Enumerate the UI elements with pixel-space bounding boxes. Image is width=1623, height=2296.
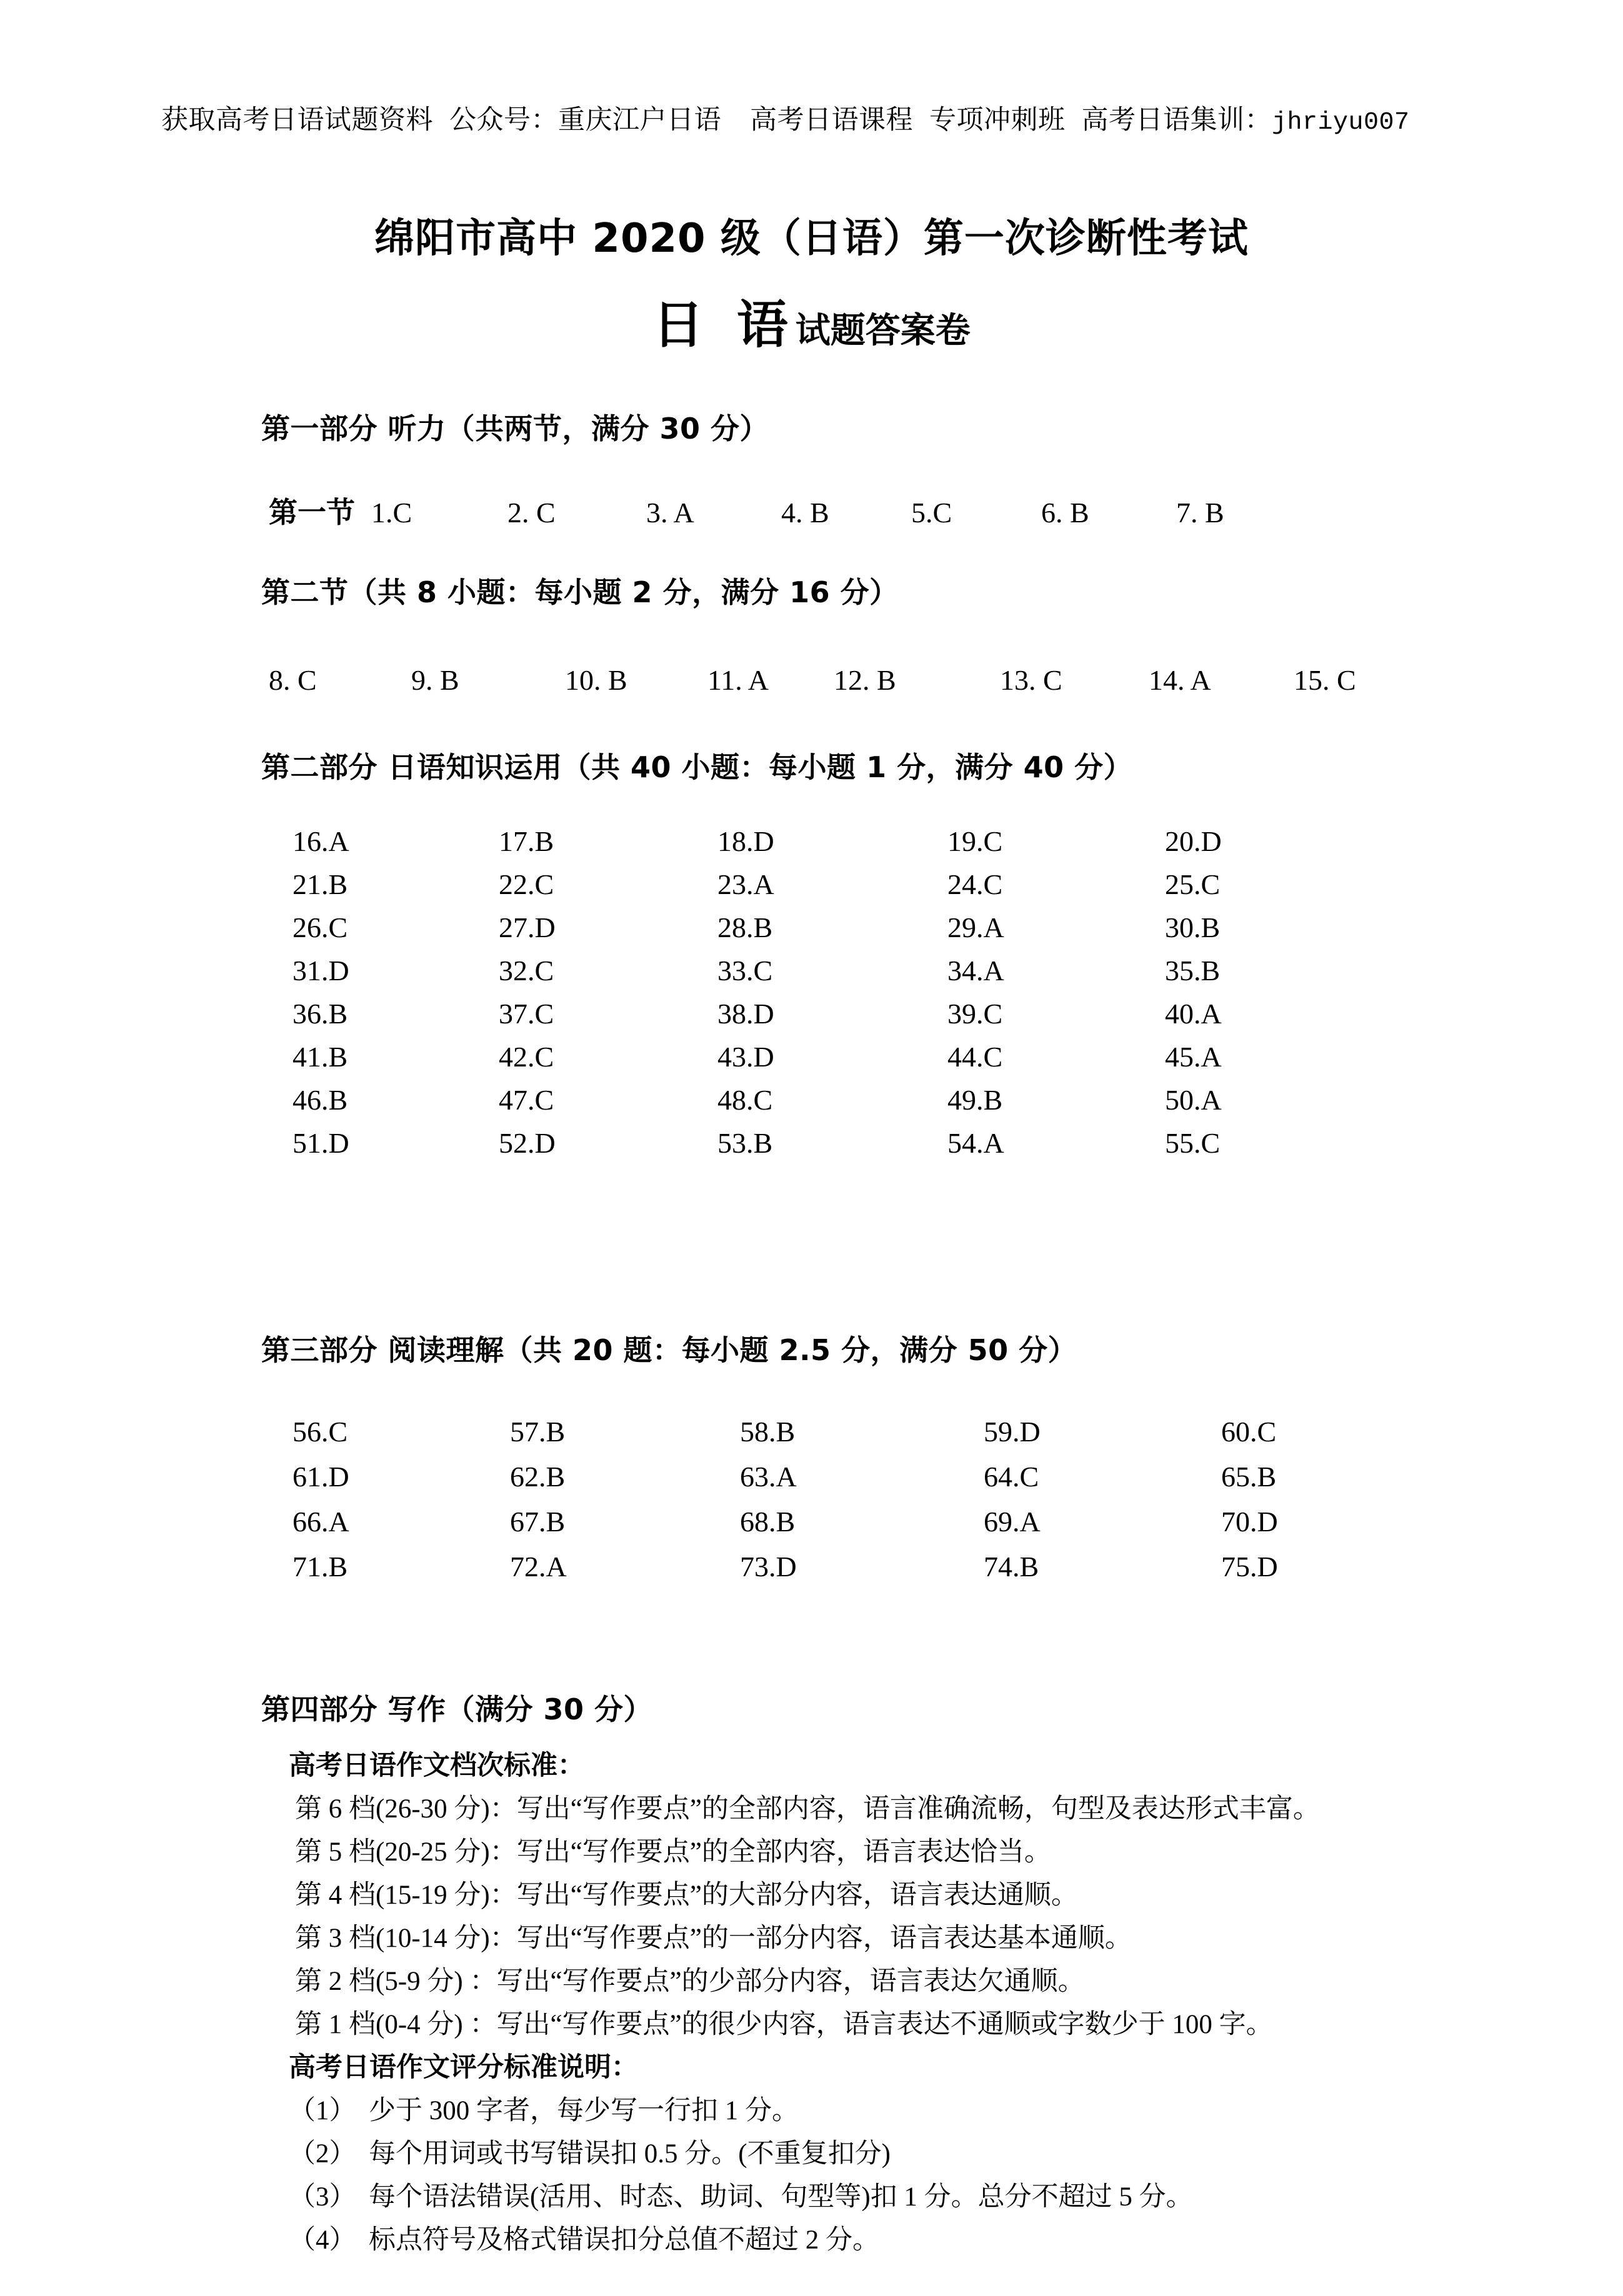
note-line — [289, 2132, 891, 2170]
note-index: （3） — [289, 2182, 356, 2212]
answer-item: 4. B — [781, 497, 829, 529]
note-text: 少于 300 字者，每少写一行扣 1 分。 — [369, 2096, 799, 2125]
answer-item: 46.B — [292, 1084, 348, 1116]
answer-item: 58.B — [740, 1416, 796, 1448]
answer-item: 33.C — [717, 955, 773, 986]
answer-item: 17.B — [499, 825, 554, 857]
section1-label: 第一节 — [269, 495, 355, 529]
answer-item: 20.D — [1165, 825, 1222, 857]
promo-text-5: 高考日语集训： — [1081, 106, 1272, 135]
answer-item: 24.C — [947, 868, 1003, 900]
answer-item: 48.C — [717, 1084, 773, 1116]
subject-name: 日 语 — [652, 296, 796, 355]
answer-item: 38.D — [717, 998, 774, 1030]
part4-heading: 第四部分 写作（满分 30 分） — [261, 1692, 653, 1726]
note-index: （1） — [289, 2096, 356, 2125]
answer-item: 74.B — [984, 1551, 1039, 1583]
answer-item: 72.A — [510, 1551, 567, 1583]
answer-item: 18.D — [717, 825, 774, 857]
note-text: 每个语法错误(活用、时态、助词、句型等)扣 1 分。总分不超过 5 分。 — [369, 2182, 1193, 2212]
answer-item: 27.D — [499, 912, 556, 943]
answer-item: 66.A — [292, 1506, 349, 1538]
answer-item: 37.C — [499, 998, 554, 1030]
answer-item: 41.B — [292, 1041, 348, 1073]
answer-item: 35.B — [1165, 955, 1221, 986]
criteria-line: 第 5 档(20-25 分)：写出“写作要点”的全部内容，语言表达恰当。 — [295, 1837, 1051, 1867]
note-text: 每个用词或书写错误扣 0.5 分。(不重复扣分) — [369, 2139, 891, 2169]
subject-suffix: 试题答案卷 — [795, 311, 971, 351]
note-index: （2） — [289, 2139, 356, 2169]
answer-item: 10. B — [565, 664, 627, 696]
answer-item: 3. A — [646, 497, 694, 529]
answer-item: 13. C — [1000, 664, 1062, 696]
promo-wechat-id: jhriyu007 — [1272, 109, 1410, 137]
answer-item: 42.C — [499, 1041, 554, 1073]
answer-item: 73.D — [740, 1551, 797, 1583]
answer-item: 52.D — [499, 1127, 556, 1159]
answer-item: 62.B — [510, 1461, 566, 1493]
answer-item: 63.A — [740, 1461, 797, 1493]
note-line — [289, 2089, 799, 2127]
answer-item: 45.A — [1165, 1041, 1222, 1073]
part1-section2-heading: 第二节（共 8 小题：每小题 2 分，满分 16 分） — [261, 575, 899, 609]
answer-item: 32.C — [499, 955, 554, 986]
page-title: 绵阳市高中 2020 级（日语）第一次诊断性考试 — [374, 216, 1249, 262]
criteria-line: 第 6 档(26-30 分)：写出“写作要点”的全部内容，语言准确流畅，句型及表达形式丰富。 — [295, 1794, 1320, 1824]
answer-item: 51.D — [292, 1127, 349, 1159]
answer-item: 29.A — [947, 912, 1004, 943]
answer-item: 15. C — [1294, 664, 1356, 696]
answer-item: 47.C — [499, 1084, 554, 1116]
part3-answer-grid — [292, 1415, 1409, 1595]
answer-item: 71.B — [292, 1551, 348, 1583]
note-text: 标点符号及格式错误扣分总值不超过 2 分。 — [369, 2225, 879, 2255]
answer-item: 40.A — [1165, 998, 1222, 1030]
answer-item: 22.C — [499, 868, 554, 900]
answer-item: 57.B — [510, 1416, 566, 1448]
part1-section2-row — [269, 663, 1356, 697]
answer-item: 8. C — [269, 664, 317, 696]
answer-item: 31.D — [292, 955, 349, 986]
promo-text-3: 高考日语课程 — [750, 106, 913, 135]
part3-heading: 第三部分 阅读理解（共 20 题：每小题 2.5 分，满分 50 分） — [261, 1333, 1077, 1367]
answer-item: 14. A — [1149, 664, 1211, 696]
answer-item: 50.A — [1165, 1084, 1222, 1116]
note-index: （4） — [289, 2225, 356, 2255]
answer-item: 9. B — [411, 664, 459, 696]
answer-item: 12. B — [834, 664, 896, 696]
answer-item: 28.B — [717, 912, 773, 943]
answer-item: 16.A — [292, 825, 349, 857]
answer-item: 19.C — [947, 825, 1003, 857]
answer-item: 30.B — [1165, 912, 1221, 943]
answer-item: 56.C — [292, 1416, 348, 1448]
answer-item: 6. B — [1041, 497, 1089, 529]
part1-section1-row — [269, 490, 1224, 531]
answer-item: 75.D — [1221, 1551, 1278, 1583]
answer-item: 53.B — [717, 1127, 773, 1159]
answer-item: 65.B — [1221, 1461, 1277, 1493]
answer-item: 49.B — [947, 1084, 1003, 1116]
criteria-line: 第 1 档(0-4 分) ：写出“写作要点”的很少内容，语言表达不通顺或字数少于 100 字。 — [295, 2010, 1273, 2039]
criteria-line: 第 3 档(10-14 分)：写出“写作要点”的一部分内容，语言表达基本通顺。 — [295, 1924, 1132, 1953]
part1-heading: 第一部分 听力（共两节，满分 30 分） — [261, 412, 769, 445]
answer-item: 36.B — [292, 998, 348, 1030]
answer-item: 25.C — [1165, 868, 1221, 900]
promo-text-2: 公众号：重庆江户日语 — [449, 106, 721, 135]
part2-answer-grid — [292, 825, 1352, 1170]
answer-item: 23.A — [717, 868, 774, 900]
answer-item: 34.A — [947, 955, 1004, 986]
answer-item: 43.D — [717, 1041, 774, 1073]
answer-item: 60.C — [1221, 1416, 1277, 1448]
promo-text-4: 专项冲刺班 — [929, 106, 1066, 135]
criteria-line: 第 4 档(15-19 分)：写出“写作要点”的大部分内容，语言表达通顺。 — [295, 1881, 1078, 1910]
answer-item: 2. C — [507, 497, 556, 529]
answer-item: 61.D — [292, 1461, 349, 1493]
promo-header — [161, 99, 1505, 137]
criteria-line: 第 2 档(5-9 分) ：写出“写作要点”的少部分内容，语言表达欠通顺。 — [295, 1967, 1085, 1996]
note-line — [289, 2175, 1193, 2214]
answer-item: 26.C — [292, 912, 348, 943]
criteria-title: 高考日语作文档次标准： — [289, 1750, 584, 1781]
answer-item: 21.B — [292, 868, 348, 900]
answer-item: 11. A — [707, 664, 769, 696]
promo-text-1: 获取高考日语试题资料 — [161, 106, 433, 135]
answer-item: 67.B — [510, 1506, 566, 1538]
answer-item: 55.C — [1165, 1127, 1221, 1159]
answer-item: 69.A — [984, 1506, 1041, 1538]
page-subtitle — [0, 284, 1623, 357]
answer-item: 1.C — [371, 497, 412, 529]
answer-item: 54.A — [947, 1127, 1004, 1159]
answer-item: 5.C — [911, 497, 952, 529]
answer-item: 70.D — [1221, 1506, 1278, 1538]
notes-title: 高考日语作文评分标准说明： — [289, 2052, 638, 2083]
answer-item: 7. B — [1176, 497, 1224, 529]
answer-item: 68.B — [740, 1506, 796, 1538]
part2-heading: 第二部分 日语知识运用（共 40 小题：每小题 1 分，满分 40 分） — [261, 750, 1133, 784]
answer-item: 44.C — [947, 1041, 1003, 1073]
answer-item: 64.C — [984, 1461, 1039, 1493]
answer-item: 39.C — [947, 998, 1003, 1030]
answer-item: 59.D — [984, 1416, 1041, 1448]
note-line — [289, 2219, 879, 2257]
